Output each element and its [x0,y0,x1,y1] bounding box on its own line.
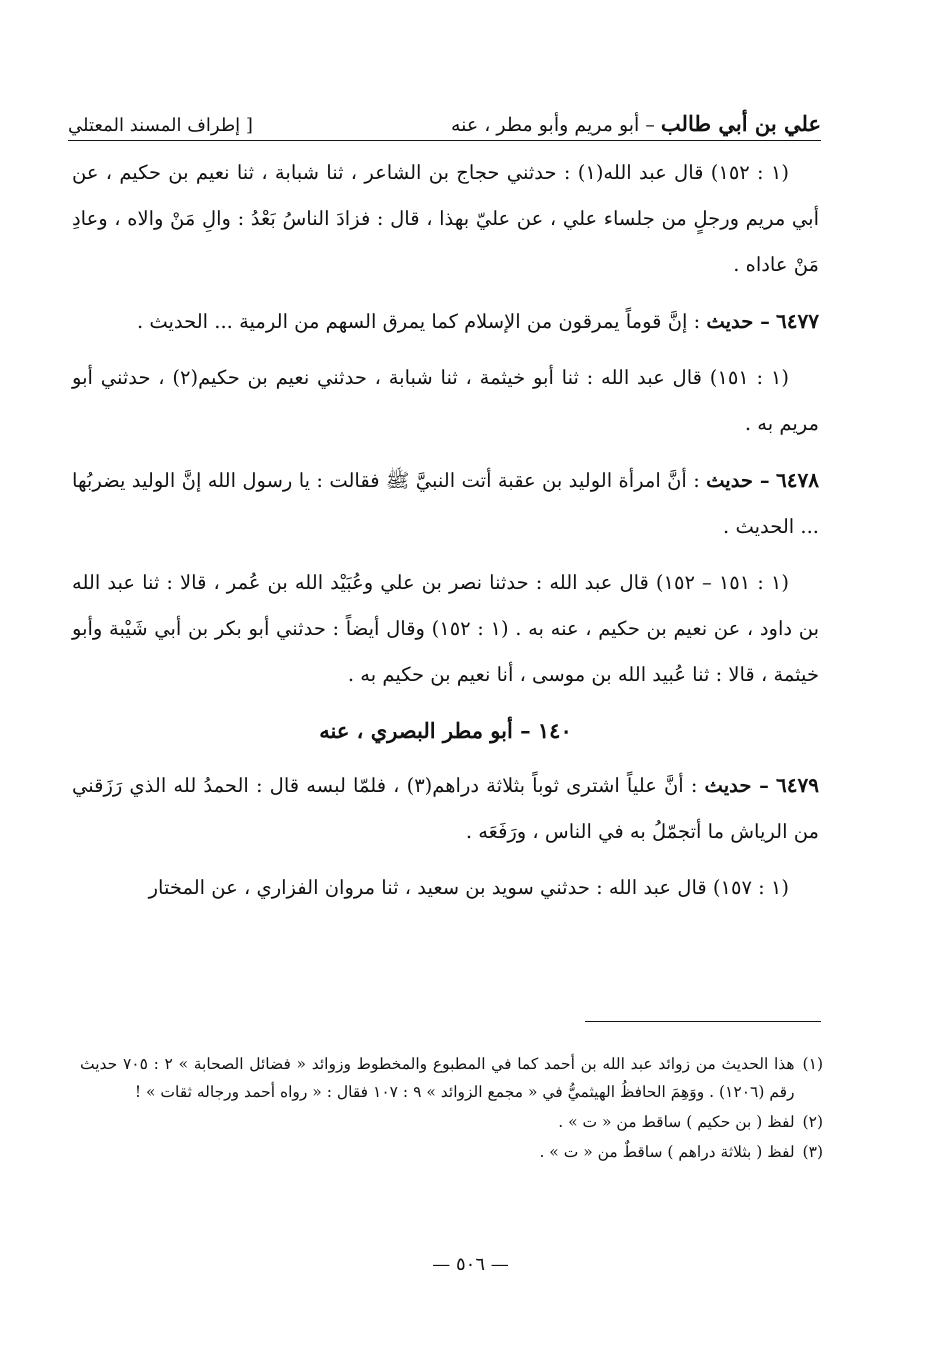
hadith-6477 [72,298,819,345]
hadith-6478 [72,457,819,550]
hadith-text: : أنَّ امرأة الوليد بن عقبة أتت النبيَّ ﷺ فقالت : يا رسول الله إنَّ الوليد يضربُها ... الحديث . [72,469,819,538]
header-book-title: [ إطراف المسند المعتلي [68,115,253,136]
footnote-divider [585,1021,821,1022]
footnote-number: (١) [802,1055,823,1073]
hadith-label: – حديث [704,774,769,797]
hadith-label: – حديث [706,469,770,492]
section-heading: ١٤٠ – أبو مطر البصري ، عنه [319,718,572,743]
hadith-6479 [72,762,819,855]
hadith-label: – حديث [706,310,770,333]
isnad-paragraph-4: (١ : ١٥٧) قال عبد الله : حدثني سويد بن سعيد ، ثنا مروان الفزاري ، عن المختار [148,876,789,899]
hadith-number: ٦٤٧٧ [776,309,819,333]
footnote-text: هذا الحديث من زوائد عبد الله بن أحمد كما في المطبوع والمخطوط وزوائد « فضائل الصحابة » ٢ : ٧٠٥ حديث رقم (١٢٠٦) . ووَهِمَ الحافظُ الهيثميُّ في « مجمع الزوائد » ٩ : ١٠٧ فقال : « رواه أحمد ورجاله ثقات » ! [80,1055,795,1101]
footnote-number: (٣) [802,1143,823,1161]
isnad-paragraph-2: (١ : ١٥١) قال عبد الله : ثنا أبو خيثمة ، ثنا شبابة ، حدثني نعيم بن حكيم(٢) ، حدثني أبو مريم به . [72,366,819,435]
header-title [451,111,821,136]
hadith-text: : أنَّ علياً اشترى ثوباً بثلاثة دراهم(٣) ، فلمّا لبسه قال : الحمدُ لله الذي رَزَقني من الرياش ما أتجمّلُ به في الناس ، ورَفَعَه . [72,774,819,843]
hadith-number: ٦٤٧٩ [776,773,819,797]
header-title-rest: – أبو مريم وأبو مطر ، عنه [450,114,661,136]
header-title-bold: علي بن أبي طالب [660,111,821,136]
footnote-text: لفظ ( بن حكيم ) ساقط من « ت » . [558,1113,795,1131]
isnad-paragraph-3: (١ : ١٥١ – ١٥٢) قال عبد الله : حدثنا نصر بن علي وعُبَيْد الله بن عُمر ، قالا : ثنا عبد الله بن داود ، عن نعيم بن حكيم ، عنه به . (١ : ١٥٢) وقال أيضاً : حدثني أبو بكر بن أبي شَيْبة وأبو خيثمة ، قالا : ثنا عُبيد الله بن موسى ، أنا نعيم بن حكيم به . [72,571,819,686]
footnotes [80,1050,823,1168]
hadith-number: ٦٤٧٨ [776,468,820,492]
isnad-paragraph-1: (١ : ١٥٢) قال عبد الله(١) : حدثني حجاج بن الشاعر ، ثنا شبابة ، ثنا نعيم بن حكيم ، عن أبي مريم ورجلٍ من جلساء علي ، عن عليّ بهذا ، قال : فزادَ الناسُ بَعْدُ : والِ مَنْ والاه ، وعادِ مَنْ عاداه . [72,161,819,276]
footnote-3 [80,1138,823,1166]
page-number: — ٥٠٦ — [432,1254,509,1275]
running-header [68,92,821,141]
main-text [72,150,819,921]
footnote-2 [80,1108,823,1136]
footnote-number: (٢) [802,1113,823,1131]
footnote-text: لفظ ( بثلاثة دراهم ) ساقطٌ من « ت » . [539,1143,795,1161]
footnote-1 [80,1050,823,1106]
hadith-text: : إنَّ قوماً يمرقون من الإسلام كما يمرق السهم من الرمية ... الحديث . [136,310,707,333]
